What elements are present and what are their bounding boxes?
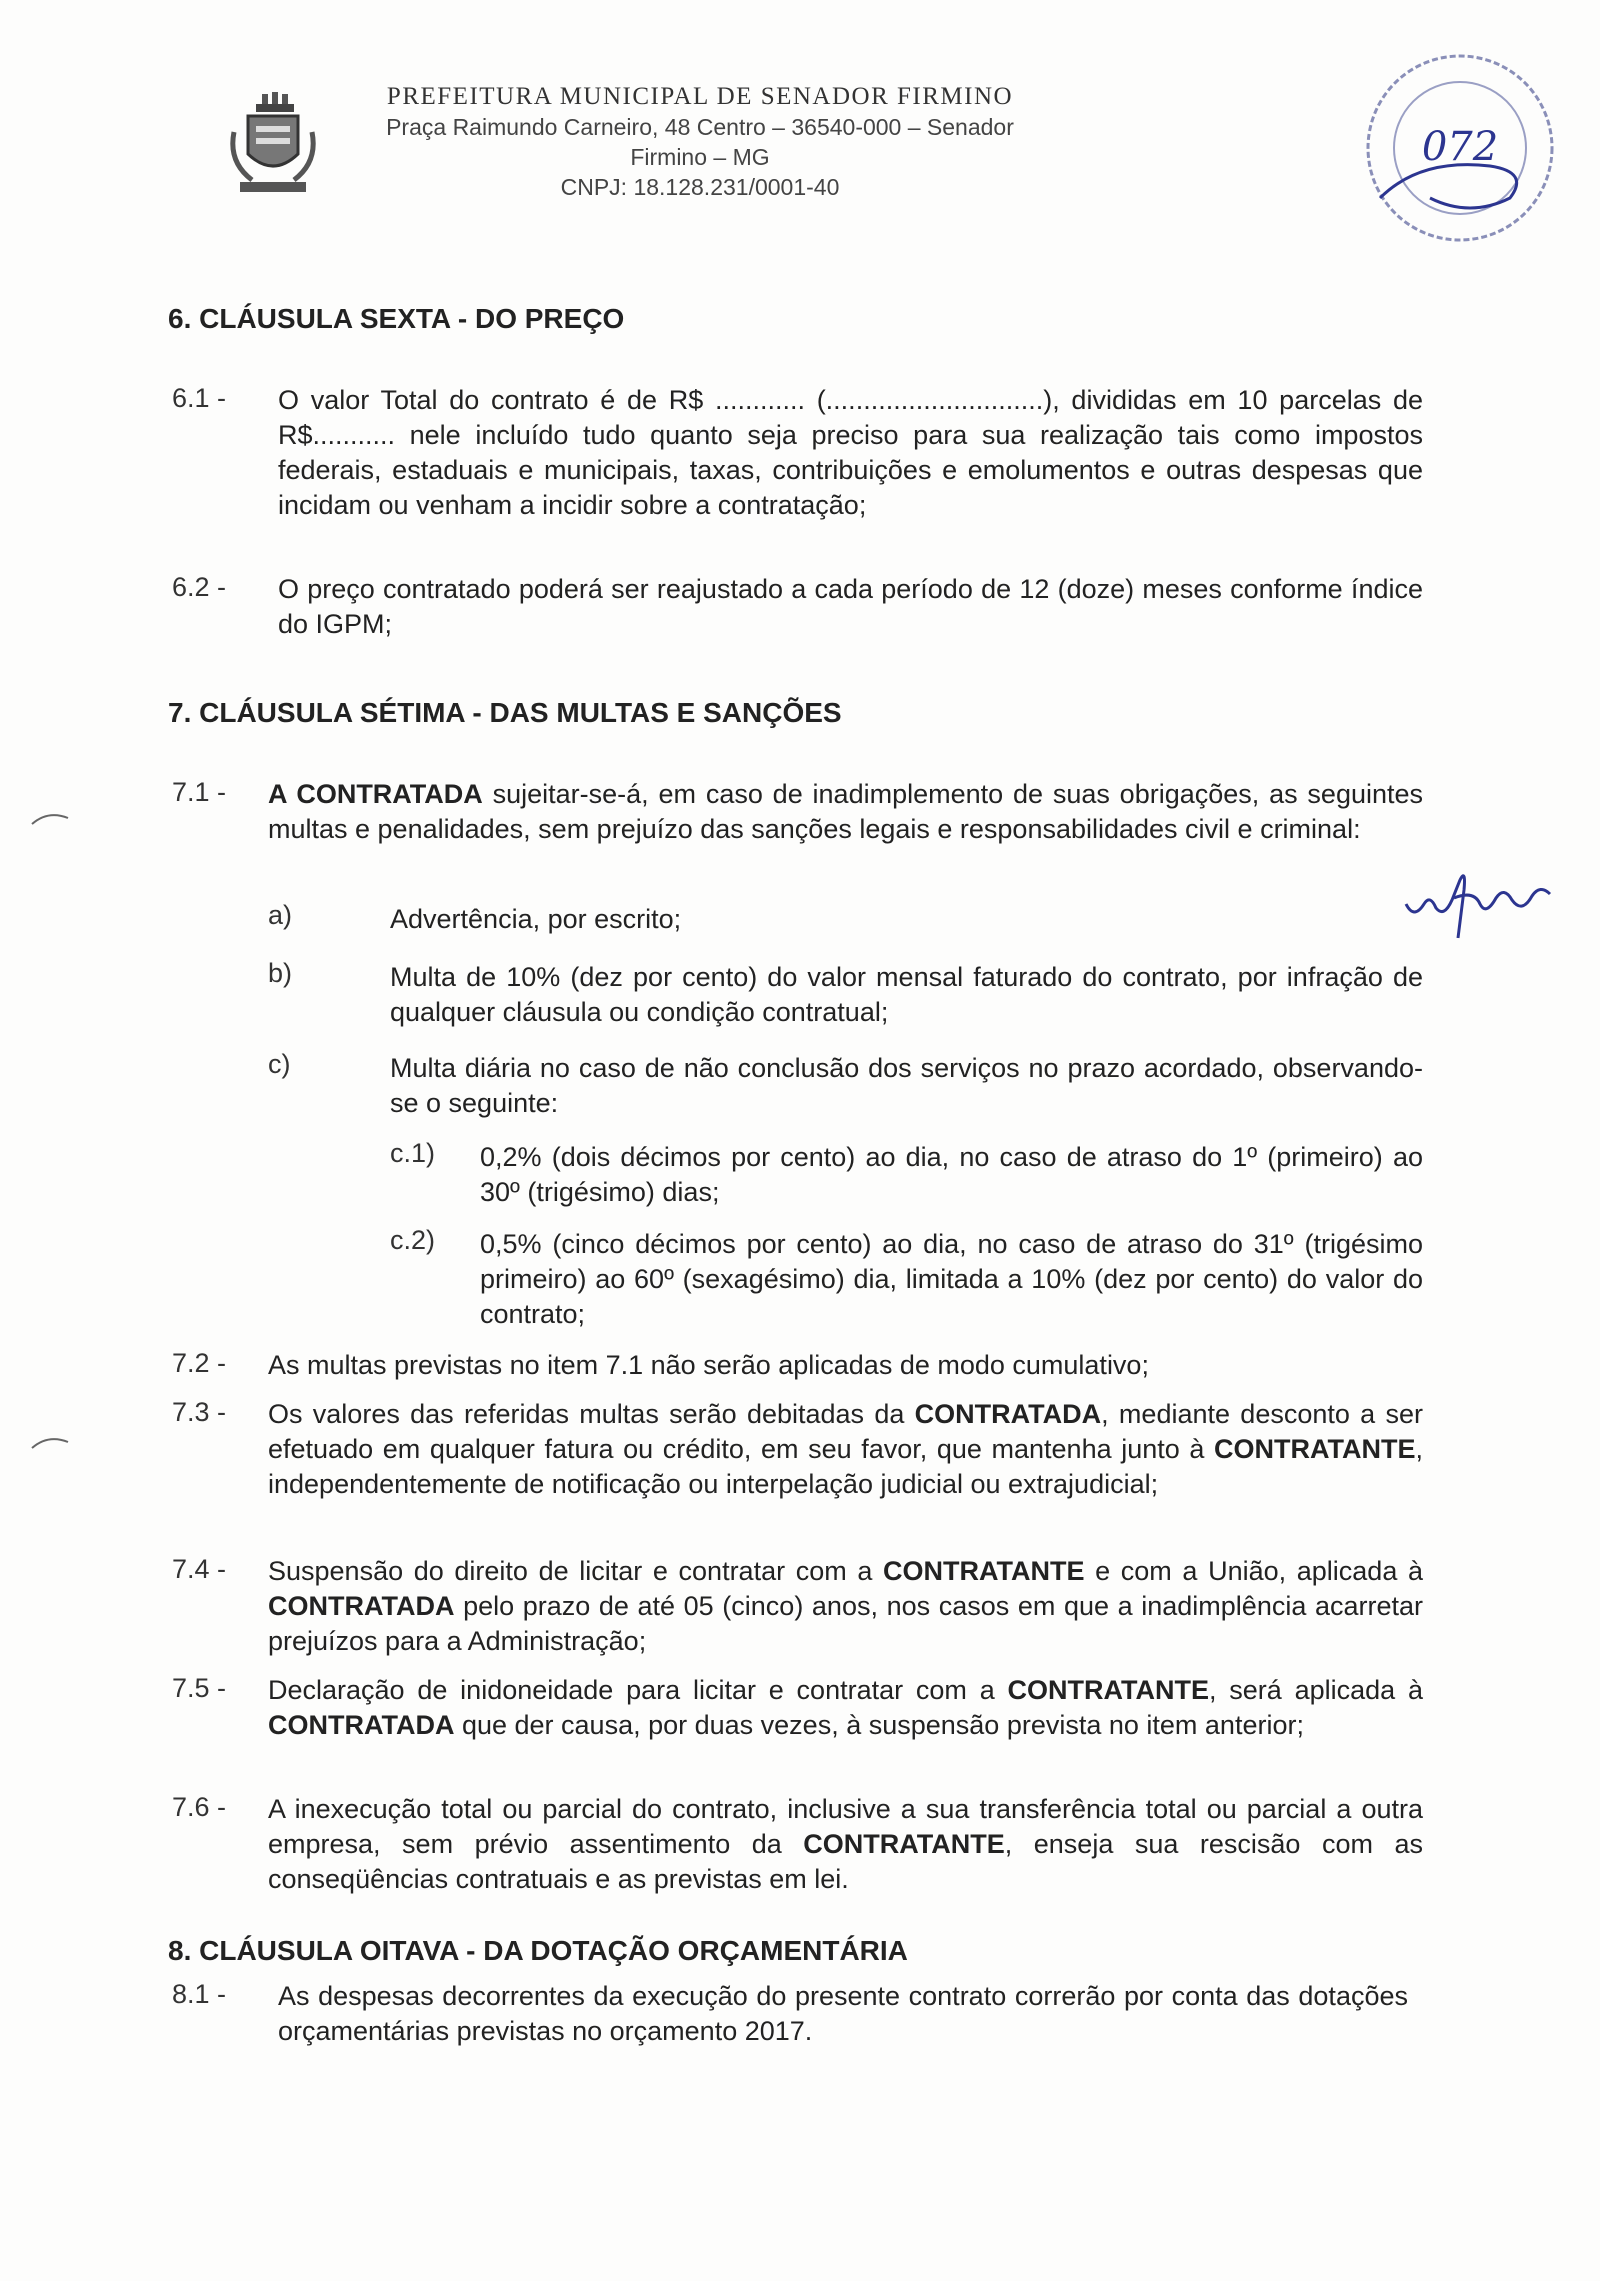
clause-7-1-number: 7.1 - [172, 777, 227, 807]
clause-7-3-text [268, 1397, 1423, 1502]
text-run: , mediante desconto a ser efetuado em qualquer fatura ou crédito, em seu favor, que mantenha junto à [268, 1399, 1423, 1464]
bold-contratada: CONTRATADA [268, 1710, 455, 1740]
org-title: PREFEITURA MUNICIPAL DE SENADOR FIRMINO [386, 83, 1014, 110]
text-run: Suspensão do direito de licitar e contratar com a [268, 1556, 884, 1586]
clause-7-1-body: sujeitar-se-á, em caso de inadimplemento de suas obrigações, as seguintes multas e penalidades, sem prejuízo das sanções legais e responsabilidades civil e criminal: [268, 779, 1424, 844]
text-run: , independentemente de notificação ou interpelação judicial ou extrajudicial; [268, 1434, 1423, 1499]
text-run: Os valores das referidas multas serão debitadas da [268, 1399, 915, 1429]
clause-7-2-number: 7.2 - [172, 1348, 227, 1378]
org-cnpj: CNPJ: 18.128.231/0001-40 [560, 174, 840, 200]
section-7-title: 7. CLÁUSULA SÉTIMA - DAS MULTAS E SANÇÕES [168, 697, 842, 728]
bold-contratada: CONTRATADA [914, 1399, 1102, 1429]
bold-contratante: CONTRATANTE [803, 1829, 1005, 1859]
item-c-text: Multa diária no caso de não conclusão dos serviços no prazo acordado, observando-se o seguinte: [390, 1053, 1423, 1118]
clause-7-5-number: 7.5 - [172, 1673, 227, 1703]
item-c2-letter: c.2) [390, 1225, 436, 1255]
text-run: e com a União, aplicada à [1084, 1556, 1423, 1586]
clause-8-1-number: 8.1 - [172, 1979, 227, 2009]
text-run: A inexecução total ou parcial do contrato, inclusive a sua transferência total ou parcial a outra empresa, sem prévio assentimento da [268, 1794, 1423, 1859]
section-6-title: 6. CLÁUSULA SEXTA - DO PREÇO [168, 303, 625, 334]
clause-7-6-number: 7.6 - [172, 1792, 227, 1822]
text-run: , enseja sua rescisão com as conseqüências contratuais e as previstas em lei. [268, 1829, 1423, 1894]
item-c-letter: c) [268, 1049, 291, 1079]
item-c1-text: 0,2% (dois décimos por cento) ao dia, no caso de atraso do 1º (primeiro) ao 30º (trigésimo) dias; [480, 1142, 1423, 1207]
clause-6-2-text: O preço contratado poderá ser reajustado a cada período de 12 (doze) meses conforme índice do IGPM; [278, 574, 1423, 639]
section-8-title: 8. CLÁUSULA OITAVA - DA DOTAÇÃO ORÇAMENTÁRIA [168, 1935, 908, 1966]
bold-contratante: CONTRATANTE [1214, 1434, 1416, 1464]
item-b-text: Multa de 10% (dez por cento) do valor mensal faturado do contrato, por infração de qualquer cláusula ou condição contratual; [390, 962, 1423, 1027]
clause-7-4-text [268, 1554, 1423, 1659]
clause-7-4-number: 7.4 - [172, 1554, 227, 1584]
municipal-crest-icon [228, 92, 318, 196]
text-run: que der causa, por duas vezes, à suspensão prevista no item anterior; [454, 1710, 1304, 1740]
bold-contratante: CONTRATANTE [883, 1556, 1085, 1586]
org-address: Praça Raimundo Carneiro, 48 Centro – 36540-000 – Senador Firmino – MG [386, 114, 1014, 170]
margin-mark-icon [30, 808, 70, 828]
clause-7-3-number: 7.3 - [172, 1397, 227, 1427]
clause-6-1-number: 6.1 - [172, 383, 227, 413]
item-c1-letter: c.1) [390, 1138, 436, 1168]
clause-6-2-number: 6.2 - [172, 572, 227, 602]
clause-6-1-text: O valor Total do contrato é de R$ ............ (.............................), divididas em 10 parcelas de R$........... nele incluído tudo quanto seja preciso para sua realização tais como impostos federais, estaduais e municipais, taxas, contribuições e emolumentos e outras despesas que incidam ou venham a incidir sobre a contratação; [278, 385, 1423, 520]
margin-mark-icon [30, 1432, 70, 1452]
bold-contratante: CONTRATANTE [1007, 1675, 1209, 1705]
margin-signature-icon [1400, 860, 1560, 940]
item-b-letter: b) [268, 958, 293, 988]
stamp-number: 072 [1421, 124, 1499, 170]
clause-7-1-text [268, 777, 1423, 847]
bold-contratada: A CONTRATADA [268, 779, 483, 809]
clause-7-2-text: As multas previstas no item 7.1 não serão aplicadas de modo cumulativo; [268, 1350, 1149, 1380]
text-run: , será aplicada à [1209, 1675, 1423, 1705]
item-a-letter: a) [268, 900, 293, 930]
item-c2-text: 0,5% (cinco décimos por cento) ao dia, no caso de atraso do 31º (trigésimo primeiro) ao 60º (sexagésimo) dia, limitada a 10% (dez por cento) do valor do contrato; [480, 1229, 1423, 1329]
commission-stamp-icon [1360, 48, 1560, 248]
clause-7-5-text [268, 1673, 1423, 1743]
clause-7-6-text [268, 1792, 1423, 1897]
text-run: pelo prazo de até 05 (cinco) anos, nos casos em que a inadimplência acarretar prejuízos para a Administração; [268, 1591, 1423, 1656]
letterhead [380, 82, 1020, 202]
text-run: Declaração de inidoneidade para licitar e contratar com a [268, 1675, 1008, 1705]
clause-8-1-text: As despesas decorrentes da execução do presente contrato correrão por conta das dotações orçamentárias previstas no orçamento 2017. [278, 1981, 1408, 2046]
bold-contratada: CONTRATADA [268, 1591, 455, 1621]
item-a-text: Advertência, por escrito; [390, 904, 682, 934]
